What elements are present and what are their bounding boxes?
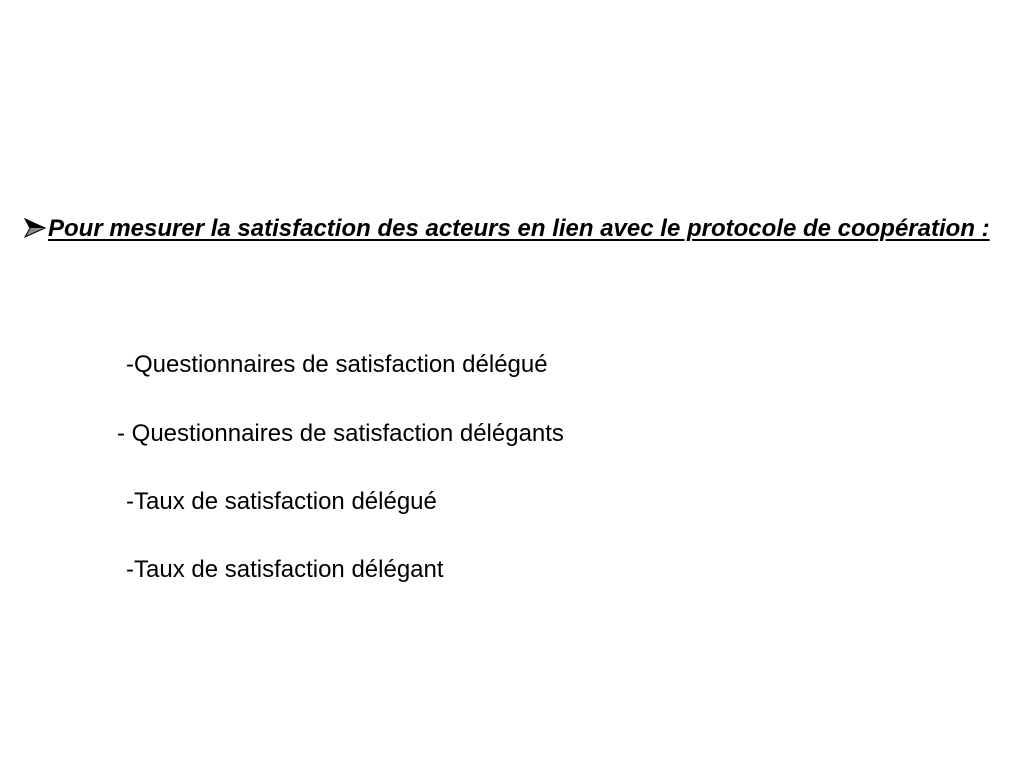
list-item: - Questionnaires de satisfaction délégants (117, 420, 564, 447)
arrow-bullet-icon (24, 218, 46, 238)
list-item: -Taux de satisfaction délégant (126, 556, 444, 583)
list-item: -Questionnaires de satisfaction délégué (126, 351, 548, 378)
section-heading (24, 212, 994, 246)
heading-text: Pour mesurer la satisfaction des acteurs en lien avec le protocole de coopération : (48, 215, 990, 242)
list-item: -Taux de satisfaction délégué (126, 488, 437, 515)
